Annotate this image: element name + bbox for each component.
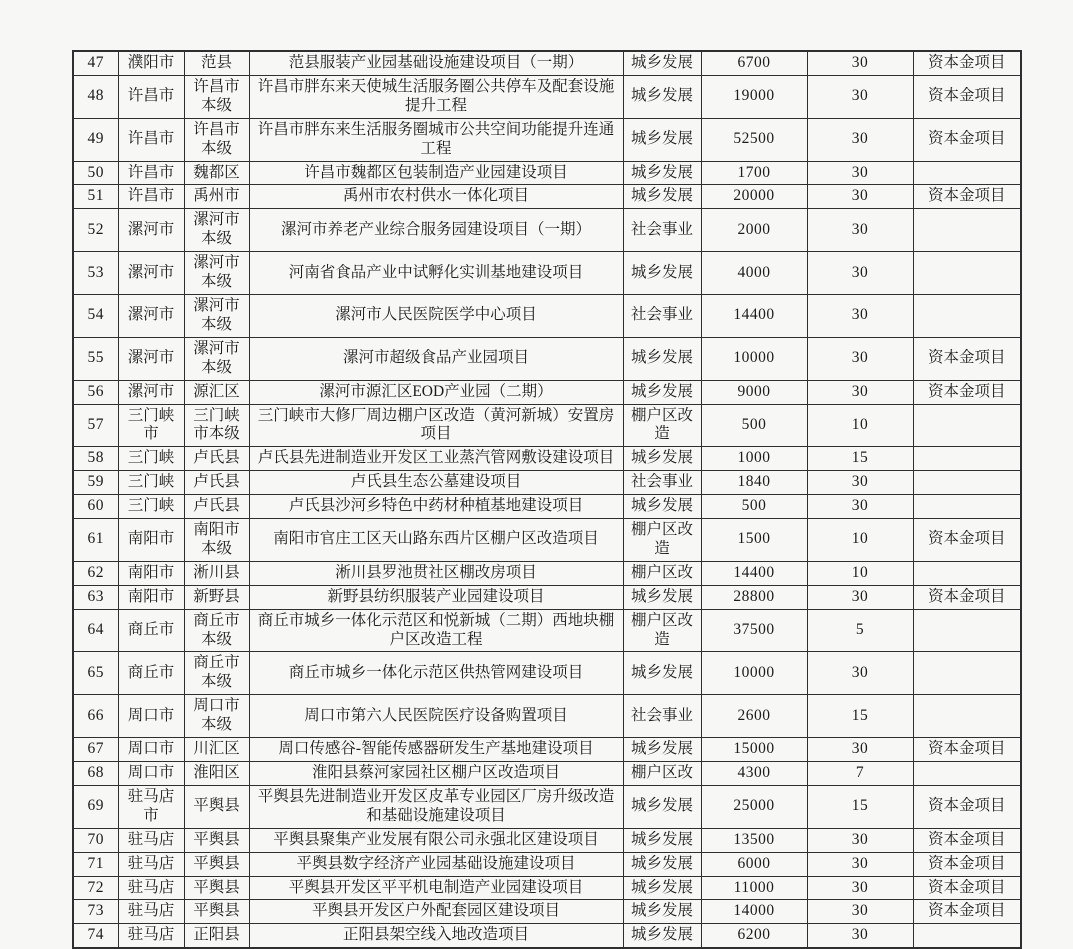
cell-project-name: 漯河市人民医院医学中心项目 (249, 294, 623, 337)
cell-term: 30 (807, 252, 913, 295)
cell-amount: 6700 (701, 51, 807, 75)
cell-district: 川汇区 (184, 738, 249, 762)
cell-district: 平舆县 (184, 876, 249, 900)
cell-city: 驻马店 (118, 876, 184, 900)
cell-row-number: 60 (73, 495, 118, 519)
table-row (73, 876, 1021, 900)
table-row (73, 118, 1021, 161)
cell-category: 城乡发展 (623, 337, 701, 380)
cell-category: 城乡发展 (623, 185, 701, 209)
cell-category: 棚户区改 (623, 762, 701, 786)
cell-note (913, 294, 1021, 337)
cell-row-number: 70 (73, 828, 118, 852)
cell-note (913, 695, 1021, 738)
cell-term: 7 (807, 762, 913, 786)
table-row (73, 447, 1021, 471)
cell-category: 城乡发展 (623, 828, 701, 852)
cell-project-name: 平舆县开发区平平机电制造产业园建设项目 (249, 876, 623, 900)
table-row (73, 404, 1021, 447)
cell-district: 卢氏县 (184, 447, 249, 471)
cell-row-number: 72 (73, 876, 118, 900)
cell-district: 许昌市本级 (184, 75, 249, 118)
cell-district: 淮阳区 (184, 762, 249, 786)
cell-project-name: 新野县纺织服装产业园建设项目 (249, 585, 623, 609)
cell-amount: 19000 (701, 75, 807, 118)
cell-note: 资本金项目 (913, 75, 1021, 118)
cell-category: 棚户区改造 (623, 609, 701, 652)
cell-district: 漯河市本级 (184, 209, 249, 252)
cell-project-name: 周口市第六人民医院医疗设备购置项目 (249, 695, 623, 738)
cell-amount: 37500 (701, 609, 807, 652)
cell-city: 三门峡 (118, 471, 184, 495)
cell-term: 30 (807, 738, 913, 762)
cell-city: 漯河市 (118, 380, 184, 404)
table-row (73, 185, 1021, 209)
cell-category: 城乡发展 (623, 900, 701, 924)
cell-district: 商丘市本级 (184, 609, 249, 652)
cell-row-number: 74 (73, 924, 118, 948)
cell-project-name: 平舆县数字经济产业园基础设施建设项目 (249, 852, 623, 876)
cell-term: 30 (807, 185, 913, 209)
cell-project-name: 漯河市源汇区EOD产业园（二期） (249, 380, 623, 404)
cell-note (913, 471, 1021, 495)
cell-project-name: 周口传感谷-智能传感器研发生产基地建设项目 (249, 738, 623, 762)
cell-row-number: 61 (73, 519, 118, 562)
cell-term: 5 (807, 609, 913, 652)
cell-row-number: 58 (73, 447, 118, 471)
cell-amount: 52500 (701, 118, 807, 161)
cell-amount: 10000 (701, 337, 807, 380)
cell-row-number: 57 (73, 404, 118, 447)
cell-term: 30 (807, 118, 913, 161)
cell-amount: 14400 (701, 561, 807, 585)
cell-amount: 1840 (701, 471, 807, 495)
cell-city: 许昌市 (118, 75, 184, 118)
cell-city: 南阳市 (118, 585, 184, 609)
cell-city: 三门峡 (118, 495, 184, 519)
cell-note (913, 404, 1021, 447)
cell-city: 南阳市 (118, 561, 184, 585)
cell-district: 许昌市本级 (184, 118, 249, 161)
cell-city: 驻马店市 (118, 785, 184, 828)
cell-city: 驻马店 (118, 900, 184, 924)
cell-project-name: 河南省食品产业中试孵化实训基地建设项目 (249, 252, 623, 295)
cell-term: 30 (807, 51, 913, 75)
cell-row-number: 66 (73, 695, 118, 738)
cell-category: 城乡发展 (623, 51, 701, 75)
cell-district: 正阳县 (184, 924, 249, 948)
cell-note: 资本金项目 (913, 852, 1021, 876)
cell-city: 许昌市 (118, 185, 184, 209)
cell-note (913, 209, 1021, 252)
cell-amount: 1000 (701, 447, 807, 471)
cell-city: 许昌市 (118, 118, 184, 161)
cell-amount: 9000 (701, 380, 807, 404)
cell-amount: 14000 (701, 900, 807, 924)
cell-city: 漯河市 (118, 294, 184, 337)
cell-district: 周口市本级 (184, 695, 249, 738)
cell-note (913, 447, 1021, 471)
cell-category: 城乡发展 (623, 924, 701, 948)
cell-row-number: 73 (73, 900, 118, 924)
cell-row-number: 68 (73, 762, 118, 786)
cell-row-number: 67 (73, 738, 118, 762)
cell-row-number: 55 (73, 337, 118, 380)
cell-project-name: 范县服装产业园基础设施建设项目（一期） (249, 51, 623, 75)
cell-category: 社会事业 (623, 294, 701, 337)
cell-district: 南阳市本级 (184, 519, 249, 562)
cell-project-name: 平舆县先进制造业开发区皮革专业园区厂房升级改造和基础设施建设项目 (249, 785, 623, 828)
cell-term: 30 (807, 495, 913, 519)
cell-amount: 13500 (701, 828, 807, 852)
cell-note: 资本金项目 (913, 785, 1021, 828)
cell-row-number: 59 (73, 471, 118, 495)
cell-term: 15 (807, 695, 913, 738)
cell-city: 漯河市 (118, 252, 184, 295)
cell-district: 范县 (184, 51, 249, 75)
cell-city: 濮阳市 (118, 51, 184, 75)
table-row (73, 609, 1021, 652)
cell-city: 三门峡 (118, 447, 184, 471)
cell-note (913, 609, 1021, 652)
cell-category: 城乡发展 (623, 161, 701, 185)
cell-term: 30 (807, 294, 913, 337)
cell-category: 城乡发展 (623, 876, 701, 900)
cell-city: 驻马店 (118, 852, 184, 876)
cell-row-number: 71 (73, 852, 118, 876)
cell-city: 南阳市 (118, 519, 184, 562)
table-row (73, 652, 1021, 695)
cell-note: 资本金项目 (913, 828, 1021, 852)
cell-district: 魏都区 (184, 161, 249, 185)
cell-city: 许昌市 (118, 161, 184, 185)
cell-amount: 11000 (701, 876, 807, 900)
cell-district: 卢氏县 (184, 495, 249, 519)
cell-term: 30 (807, 75, 913, 118)
cell-district: 禹州市 (184, 185, 249, 209)
cell-row-number: 53 (73, 252, 118, 295)
cell-row-number: 64 (73, 609, 118, 652)
cell-project-name: 漯河市养老产业综合服务园建设项目（一期） (249, 209, 623, 252)
cell-note (913, 252, 1021, 295)
cell-term: 30 (807, 380, 913, 404)
cell-project-name: 淅川县罗池贯社区棚改房项目 (249, 561, 623, 585)
cell-term: 30 (807, 161, 913, 185)
table-row (73, 519, 1021, 562)
cell-term: 30 (807, 471, 913, 495)
cell-amount: 6200 (701, 924, 807, 948)
cell-district: 平舆县 (184, 852, 249, 876)
cell-project-name: 南阳市官庄工区天山路东西片区棚户区改造项目 (249, 519, 623, 562)
cell-project-name: 淮阳县蔡河家园社区棚户区改造项目 (249, 762, 623, 786)
cell-amount: 1500 (701, 519, 807, 562)
cell-note: 资本金项目 (913, 118, 1021, 161)
cell-project-name: 卢氏县沙河乡特色中药材种植基地建设项目 (249, 495, 623, 519)
cell-district: 源汇区 (184, 380, 249, 404)
cell-project-name: 商丘市城乡一体化示范区供热管网建设项目 (249, 652, 623, 695)
cell-project-name: 漯河市超级食品产业园项目 (249, 337, 623, 380)
cell-amount: 6000 (701, 852, 807, 876)
table-row (73, 561, 1021, 585)
project-allocation-table (72, 50, 1022, 949)
cell-row-number: 65 (73, 652, 118, 695)
cell-amount: 25000 (701, 785, 807, 828)
table-row (73, 252, 1021, 295)
cell-city: 周口市 (118, 695, 184, 738)
table-row (73, 51, 1021, 75)
table-row (73, 852, 1021, 876)
cell-category: 社会事业 (623, 471, 701, 495)
table-row (73, 380, 1021, 404)
cell-note: 资本金项目 (913, 900, 1021, 924)
cell-note (913, 652, 1021, 695)
table-row (73, 762, 1021, 786)
cell-note (913, 495, 1021, 519)
cell-district: 漯河市本级 (184, 294, 249, 337)
table-row (73, 209, 1021, 252)
table-row (73, 695, 1021, 738)
cell-category: 棚户区改造 (623, 404, 701, 447)
table-body (73, 51, 1021, 948)
cell-city: 商丘市 (118, 652, 184, 695)
cell-note: 资本金项目 (913, 380, 1021, 404)
cell-row-number: 49 (73, 118, 118, 161)
table-row (73, 924, 1021, 948)
table-row (73, 294, 1021, 337)
cell-term: 15 (807, 785, 913, 828)
cell-amount: 10000 (701, 652, 807, 695)
cell-category: 城乡发展 (623, 252, 701, 295)
cell-project-name: 许昌市胖东来天使城生活服务圈公共停车及配套设施提升工程 (249, 75, 623, 118)
cell-city: 驻马店 (118, 828, 184, 852)
cell-project-name: 平舆县聚集产业发展有限公司永强北区建设项目 (249, 828, 623, 852)
cell-project-name: 正阳县架空线入地改造项目 (249, 924, 623, 948)
cell-category: 城乡发展 (623, 75, 701, 118)
cell-term: 30 (807, 852, 913, 876)
cell-category: 城乡发展 (623, 118, 701, 161)
cell-project-name: 卢氏县先进制造业开发区工业蒸汽管网敷设建设项目 (249, 447, 623, 471)
cell-amount: 2600 (701, 695, 807, 738)
cell-term: 30 (807, 652, 913, 695)
cell-note (913, 161, 1021, 185)
table-row (73, 471, 1021, 495)
cell-category: 城乡发展 (623, 738, 701, 762)
cell-amount: 1700 (701, 161, 807, 185)
table-row (73, 75, 1021, 118)
cell-project-name: 许昌市魏都区包装制造产业园建设项目 (249, 161, 623, 185)
cell-category: 棚户区改造 (623, 519, 701, 562)
cell-city: 商丘市 (118, 609, 184, 652)
cell-amount: 500 (701, 495, 807, 519)
table-row (73, 337, 1021, 380)
cell-category: 社会事业 (623, 695, 701, 738)
cell-note: 资本金项目 (913, 738, 1021, 762)
cell-project-name: 商丘市城乡一体化示范区和悦新城（二期）西地块棚户区改造工程 (249, 609, 623, 652)
cell-term: 30 (807, 585, 913, 609)
cell-term: 10 (807, 519, 913, 562)
cell-city: 三门峡市 (118, 404, 184, 447)
cell-district: 淅川县 (184, 561, 249, 585)
cell-row-number: 47 (73, 51, 118, 75)
cell-category: 城乡发展 (623, 380, 701, 404)
table-row (73, 738, 1021, 762)
cell-district: 漯河市本级 (184, 337, 249, 380)
cell-project-name: 卢氏县生态公墓建设项目 (249, 471, 623, 495)
table-row (73, 785, 1021, 828)
cell-city: 漯河市 (118, 337, 184, 380)
cell-term: 10 (807, 561, 913, 585)
cell-city: 驻马店 (118, 924, 184, 948)
cell-district: 平舆县 (184, 828, 249, 852)
cell-amount: 4000 (701, 252, 807, 295)
cell-term: 30 (807, 337, 913, 380)
cell-term: 30 (807, 924, 913, 948)
cell-note: 资本金项目 (913, 185, 1021, 209)
cell-row-number: 54 (73, 294, 118, 337)
cell-project-name: 平舆县开发区户外配套园区建设项目 (249, 900, 623, 924)
cell-note (913, 561, 1021, 585)
cell-district: 卢氏县 (184, 471, 249, 495)
cell-term: 30 (807, 209, 913, 252)
cell-row-number: 62 (73, 561, 118, 585)
table-row (73, 900, 1021, 924)
cell-amount: 2000 (701, 209, 807, 252)
cell-note: 资本金项目 (913, 876, 1021, 900)
cell-row-number: 52 (73, 209, 118, 252)
cell-term: 30 (807, 876, 913, 900)
cell-amount: 28800 (701, 585, 807, 609)
table-row (73, 585, 1021, 609)
cell-note (913, 762, 1021, 786)
cell-row-number: 56 (73, 380, 118, 404)
cell-row-number: 48 (73, 75, 118, 118)
cell-note: 资本金项目 (913, 337, 1021, 380)
cell-term: 30 (807, 900, 913, 924)
cell-category: 棚户区改 (623, 561, 701, 585)
cell-category: 社会事业 (623, 209, 701, 252)
cell-category: 城乡发展 (623, 495, 701, 519)
cell-project-name: 许昌市胖东来生活服务圈城市公共空间功能提升连通工程 (249, 118, 623, 161)
cell-row-number: 69 (73, 785, 118, 828)
table-row (73, 828, 1021, 852)
cell-amount: 4300 (701, 762, 807, 786)
cell-project-name: 禹州市农村供水一体化项目 (249, 185, 623, 209)
cell-category: 城乡发展 (623, 585, 701, 609)
cell-category: 城乡发展 (623, 785, 701, 828)
cell-district: 漯河市本级 (184, 252, 249, 295)
cell-district: 平舆县 (184, 900, 249, 924)
cell-district: 平舆县 (184, 785, 249, 828)
cell-note: 资本金项目 (913, 519, 1021, 562)
cell-project-name: 三门峡市大修厂周边棚户区改造（黄河新城）安置房项目 (249, 404, 623, 447)
cell-term: 10 (807, 404, 913, 447)
table-row (73, 161, 1021, 185)
cell-district: 新野县 (184, 585, 249, 609)
cell-row-number: 63 (73, 585, 118, 609)
cell-amount: 20000 (701, 185, 807, 209)
cell-city: 漯河市 (118, 209, 184, 252)
cell-district: 三门峡市本级 (184, 404, 249, 447)
cell-category: 城乡发展 (623, 652, 701, 695)
cell-city: 周口市 (118, 762, 184, 786)
cell-amount: 15000 (701, 738, 807, 762)
cell-amount: 500 (701, 404, 807, 447)
cell-category: 城乡发展 (623, 852, 701, 876)
cell-row-number: 51 (73, 185, 118, 209)
cell-term: 30 (807, 828, 913, 852)
cell-district: 商丘市本级 (184, 652, 249, 695)
cell-row-number: 50 (73, 161, 118, 185)
cell-city: 周口市 (118, 738, 184, 762)
cell-note: 资本金项目 (913, 585, 1021, 609)
cell-note (913, 924, 1021, 948)
cell-amount: 14400 (701, 294, 807, 337)
cell-category: 城乡发展 (623, 447, 701, 471)
table-row (73, 495, 1021, 519)
cell-term: 15 (807, 447, 913, 471)
cell-note: 资本金项目 (913, 51, 1021, 75)
